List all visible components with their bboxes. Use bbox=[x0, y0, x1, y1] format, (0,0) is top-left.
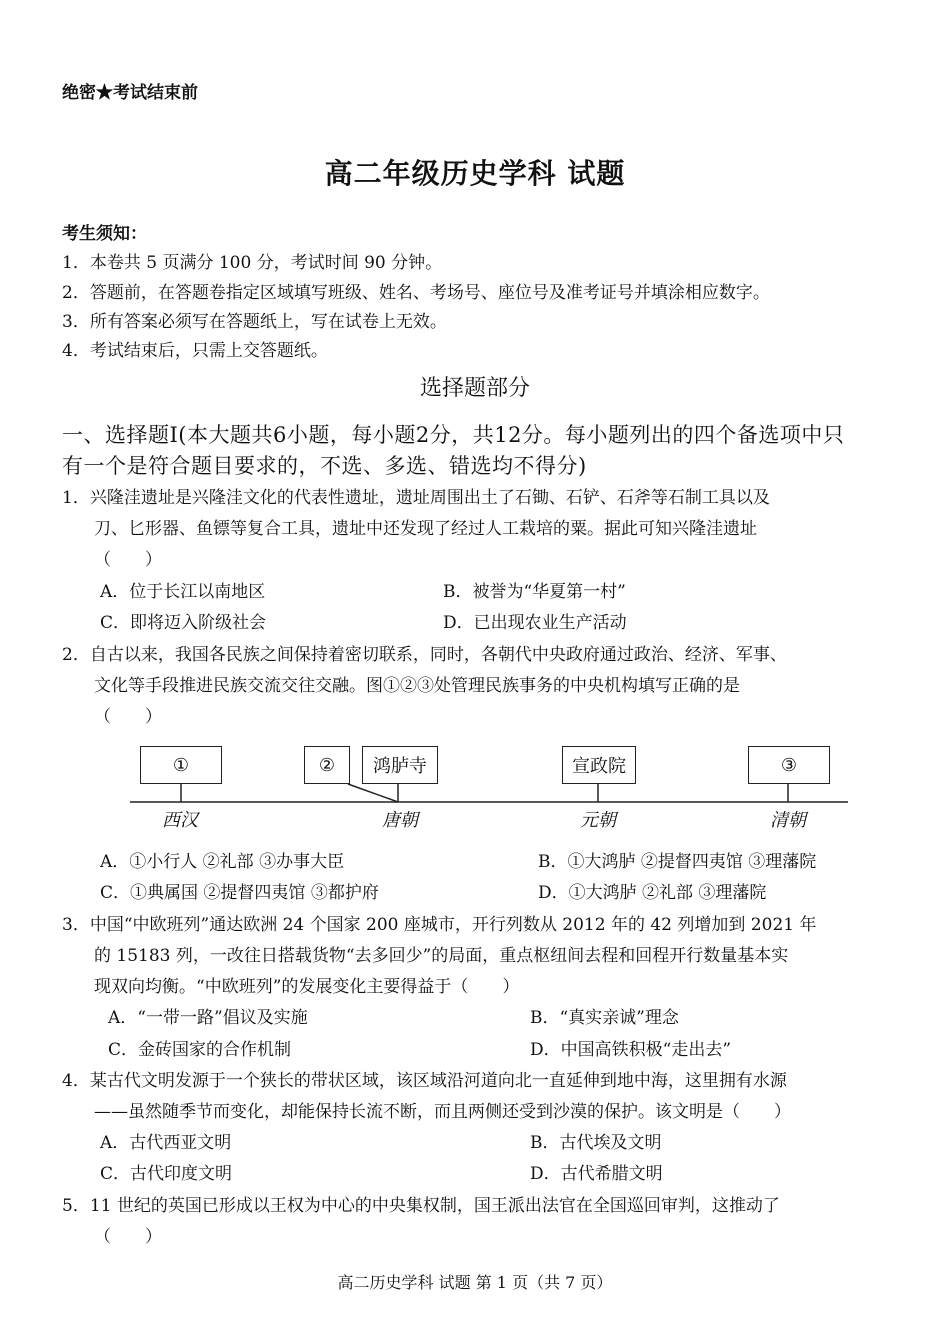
question-3-text: 现双向均衡。“中欧班列”的发展变化主要得益于（ ） bbox=[94, 977, 520, 997]
question-2-option-b: B．①大鸿胪 ②提督四夷馆 ③理藩院 bbox=[538, 852, 817, 872]
part-instructions: 有一个是符合题目要求的，不选、多选、错选均不得分) bbox=[62, 454, 587, 478]
notice-item: 2．答题前，在答题卷指定区域填写班级、姓名、考场号、座位号及准考证号并填涂相应数字。 bbox=[62, 283, 770, 303]
question-1-option-c: C．即将迈入阶级社会 bbox=[100, 613, 267, 633]
question-4-text: 4．某古代文明发源于一个狭长的带状区域，该区域沿河道向北一直延伸到地中海，这里拥有水源 bbox=[62, 1071, 787, 1091]
timeline-box-xuanzhengyuan: 宣政院 bbox=[562, 746, 636, 784]
question-3-text: 的 15183 列，一改往日搭载货物“去多回少”的局面，重点枢纽间去程和回程开行数量基本实 bbox=[94, 946, 789, 966]
question-4-option-d: D．古代希腊文明 bbox=[530, 1164, 663, 1184]
timeline-box-honglusi: 鸿胪寺 bbox=[362, 746, 438, 784]
question-3-text: 3．中国“中欧班列”通达欧洲 24 个国家 200 座城市，开行列数从 2012 年的 42 列增加到 2021 年 bbox=[62, 915, 817, 935]
question-2-option-d: D．①大鸿胪 ②礼部 ③理藩院 bbox=[538, 883, 767, 903]
question-3-option-b: B．“真实亲诚”理念 bbox=[530, 1008, 679, 1028]
notice-item: 3．所有答案必须写在答题纸上，写在试卷上无效。 bbox=[62, 312, 447, 332]
question-1-text: 刀、匕形器、鱼镖等复合工具，遗址中还发现了经过人工栽培的粟。据此可知兴隆洼遗址 bbox=[94, 519, 757, 539]
confidential-mark: 绝密★考试结束前 bbox=[62, 83, 198, 103]
question-4-text: ——虽然随季节而变化，却能保持长流不断，而且两侧还受到沙漠的保护。该文明是（ ） bbox=[94, 1102, 791, 1122]
question-1-option-a: A．位于长江以南地区 bbox=[100, 582, 266, 602]
question-2-option-c: C．①典属国 ②提督四夷馆 ③都护府 bbox=[100, 883, 379, 903]
question-3-option-c: C．金砖国家的合作机制 bbox=[108, 1040, 292, 1060]
timeline-box-3: ③ bbox=[748, 746, 830, 784]
question-1-option-b: B．被誉为“华夏第一村” bbox=[443, 582, 626, 602]
timeline-label-xihan: 西汉 bbox=[162, 810, 198, 831]
question-2-text: 2．自古以来，我国各民族之间保持着密切联系，同时，各朝代中央政府通过政治、经济、军事、 bbox=[62, 645, 787, 665]
question-2-text: 文化等手段推进民族交流交往交融。图①②③处管理民族事务的中央机构填写正确的是 bbox=[94, 676, 740, 696]
section-title: 选择题部分 bbox=[419, 376, 530, 401]
question-5-bracket: （ ） bbox=[94, 1227, 162, 1247]
question-1-option-d: D．已出现农业生产活动 bbox=[443, 613, 627, 633]
page-title: 高二年级历史学科 试题 bbox=[324, 157, 626, 190]
timeline-label-qing: 清朝 bbox=[770, 810, 806, 831]
question-1-text: 1．兴隆洼遗址是兴隆洼文化的代表性遗址，遗址周围出土了石锄、石铲、石斧等石制工具以及 bbox=[62, 488, 770, 508]
question-3-option-d: D．中国高铁积极“走出去” bbox=[530, 1040, 732, 1060]
question-2-bracket: （ ） bbox=[94, 707, 162, 727]
timeline-box-2: ② bbox=[304, 746, 350, 784]
notice-item: 1．本卷共 5 页满分 100 分，考试时间 90 分钟。 bbox=[62, 253, 443, 273]
part-instructions: 一、选择题Ⅰ(本大题共6小题，每小题2分，共12分。每小题列出的四个备选项中只 bbox=[62, 423, 845, 447]
page-footer: 高二历史学科 试题 第 1 页（共 7 页） bbox=[337, 1273, 613, 1292]
timeline-lines bbox=[128, 742, 850, 837]
notice-item: 4．考试结束后，只需上交答题纸。 bbox=[62, 341, 328, 361]
timeline-connector bbox=[348, 784, 398, 802]
timeline-label-tang: 唐朝 bbox=[382, 810, 418, 831]
question-2-option-a: A．①小行人 ②礼部 ③办事大臣 bbox=[100, 852, 345, 872]
dynasty-timeline bbox=[128, 742, 850, 837]
question-4-option-c: C．古代印度文明 bbox=[100, 1164, 233, 1184]
question-4-option-b: B．古代埃及文明 bbox=[530, 1133, 662, 1153]
question-3-option-a: A．“一带一路”倡议及实施 bbox=[108, 1008, 308, 1028]
notice-heading: 考生须知： bbox=[62, 224, 147, 244]
question-4-option-a: A．古代西亚文明 bbox=[100, 1133, 232, 1153]
timeline-box-1: ① bbox=[140, 746, 222, 784]
question-5-text: 5．11 世纪的英国已形成以王权为中心的中央集权制，国王派出法官在全国巡回审判，这推动了 bbox=[62, 1196, 780, 1216]
question-1-bracket: （ ） bbox=[94, 550, 162, 570]
timeline-label-yuan: 元朝 bbox=[580, 810, 616, 831]
